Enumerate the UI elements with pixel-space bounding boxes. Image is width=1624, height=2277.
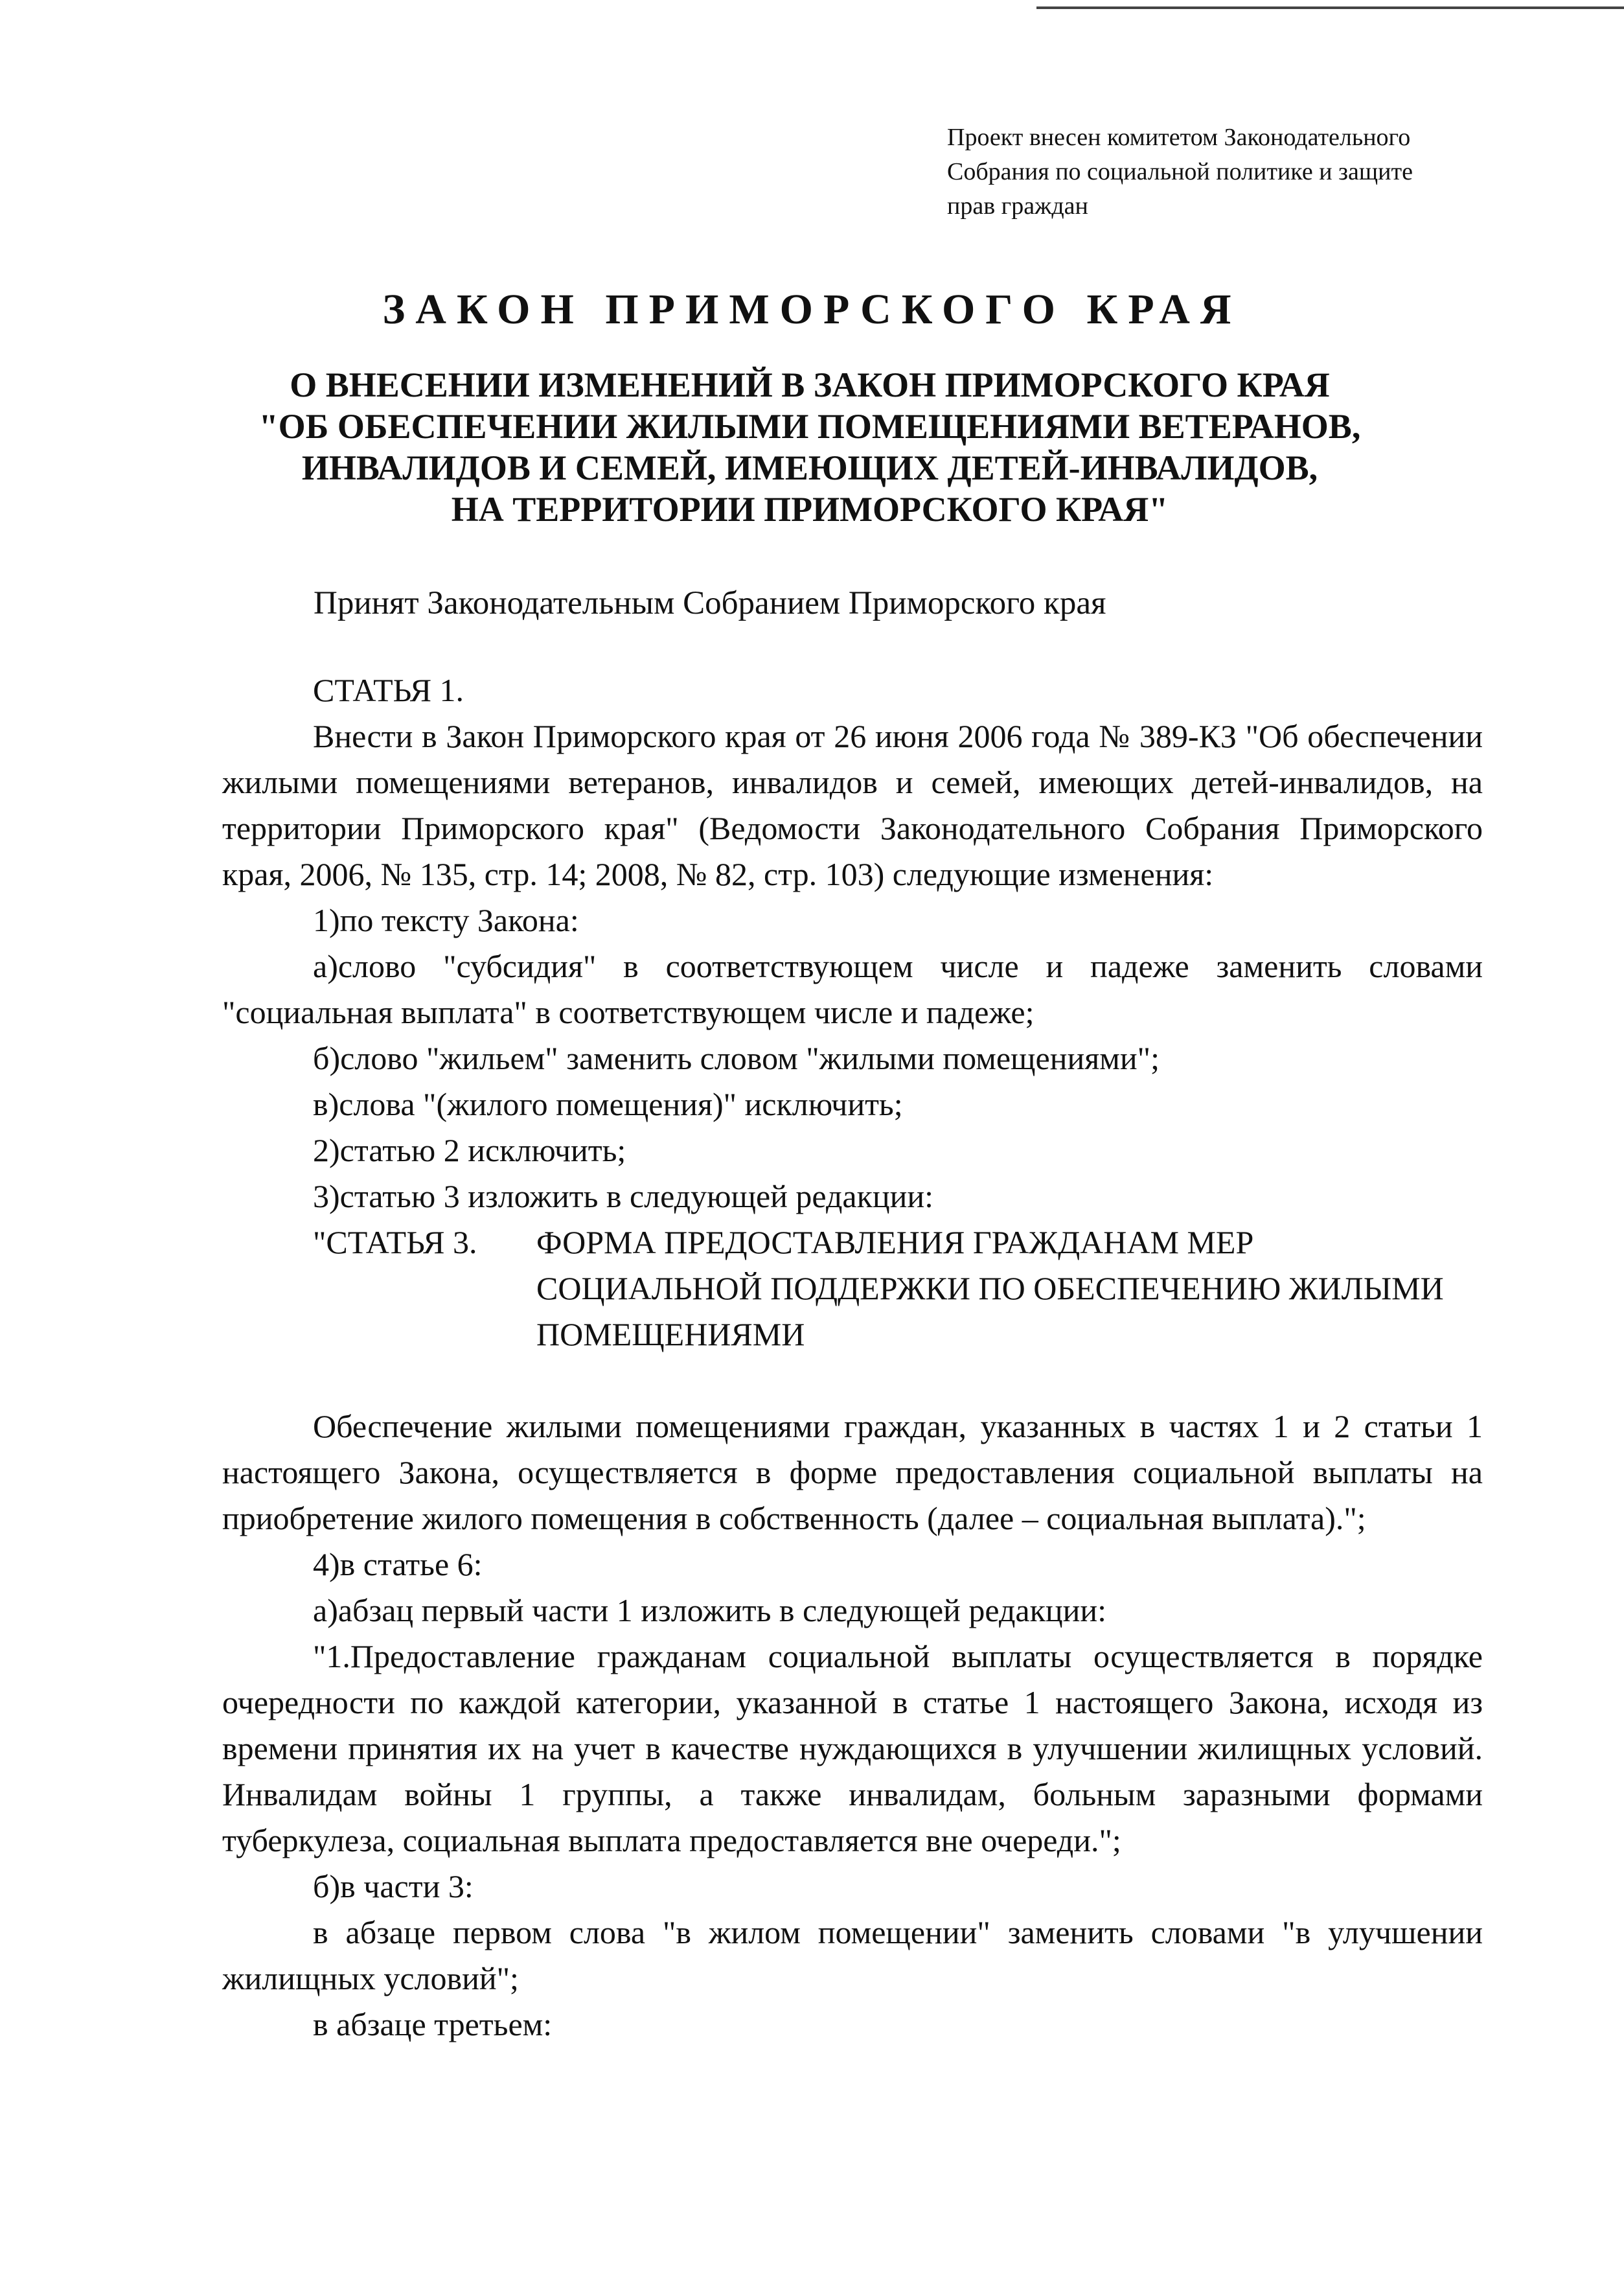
submitted-by-line: прав граждан: [947, 192, 1088, 220]
list-item: б)в части 3:: [313, 1868, 474, 1904]
list-item: 3)статью 3 изложить в следующей редакции:: [313, 1178, 934, 1214]
submitted-by-line: Собрания по социальной политике и защите: [947, 158, 1413, 185]
submitted-by-note: [947, 121, 1530, 224]
list-item: а)слово "субсидия" в соответствующем числе и падеже заменить словами "социальная выплата" в соответствующем числе и падеже;: [222, 948, 1483, 1030]
paragraph: "1.Предоставление гражданам социальной выплаты осуществляется в порядке очередности по каждой категории, указанной в статье 1 настоящего Закона, исходя из времени принятия их на учет в качестве нуждающихся в улучшении жилищных условий. Инвалидам войны 1 группы, а также инвалидам, больным заразными формами туберкулеза, социальная выплата предоставляется вне очереди.";: [222, 1638, 1483, 1858]
paragraph: Обеспечение жилыми помещениями граждан, указанных в частях 1 и 2 статьи 1 настоящего Закона, осуществляется в форме предоставления социальной выплаты на приобретение жилого помещения в собственность (далее – социальная выплата).";: [222, 1408, 1483, 1536]
subtitle-line: ИНВАЛИДОВ И СЕМЕЙ, ИМЕЮЩИХ ДЕТЕЙ-ИНВАЛИДОВ,: [301, 448, 1318, 487]
paragraph: Внести в Закон Приморского края от 26 июня 2006 года № 389-КЗ "Об обеспечении жилыми помещениями ветеранов, инвалидов и семей, имеющих детей-инвалидов, на территории Приморского края" (Ведомости Законодательного Собрания Приморского края, 2006, № 135, стр. 14; 2008, № 82, стр. 103) следующие изменения:: [222, 718, 1483, 892]
law-subtitle: [194, 364, 1425, 530]
subtitle-line: НА ТЕРРИТОРИИ ПРИМОРСКОГО КРАЯ": [451, 490, 1169, 529]
list-item: в)слова "(жилого помещения)" исключить;: [313, 1086, 903, 1122]
list-item: 2)статью 2 исключить;: [313, 1132, 626, 1168]
top-border-line: [1036, 6, 1624, 9]
list-item: а)абзац первый части 1 изложить в следующей редакции:: [313, 1592, 1107, 1628]
spacer: [222, 1358, 1483, 1404]
submitted-by-line: Проект внесен комитетом Законодательного: [947, 124, 1411, 151]
paragraph: в абзаце первом слова "в жилом помещении" заменить словами "в улучшении жилищных условий";: [222, 1914, 1483, 1996]
subtitle-line: О ВНЕСЕНИИ ИЗМЕНЕНИЙ В ЗАКОН ПРИМОРСКОГО КРАЯ: [290, 365, 1330, 404]
law-title: ЗАКОН ПРИМОРСКОГО КРАЯ: [382, 286, 1242, 333]
list-item: 1)по тексту Закона:: [313, 902, 579, 938]
article-3-number: "СТАТЬЯ 3.: [313, 1224, 477, 1260]
article-3-heading: [222, 1219, 1483, 1358]
adopted-note: Принят Законодательным Собранием Приморского края: [314, 585, 1106, 621]
article-1-heading: СТАТЬЯ 1.: [313, 672, 464, 708]
list-item: 4)в статье 6:: [313, 1546, 483, 1582]
subtitle-line: "ОБ ОБЕСПЕЧЕНИИ ЖИЛЫМИ ПОМЕЩЕНИЯМИ ВЕТЕРАНОВ,: [258, 407, 1361, 446]
list-item: б)слово "жильем" заменить словом "жилыми помещениями";: [313, 1040, 1160, 1076]
article-3-title: ФОРМА ПРЕДОСТАВЛЕНИЯ ГРАЖДАНАМ МЕР СОЦИАЛЬНОЙ ПОДДЕРЖКИ ПО ОБЕСПЕЧЕНИЮ ЖИЛЫМИ ПОМЕЩЕНИЯМИ: [536, 1224, 1444, 1352]
list-item: в абзаце третьем:: [313, 2006, 553, 2042]
document-body: [222, 667, 1483, 2048]
